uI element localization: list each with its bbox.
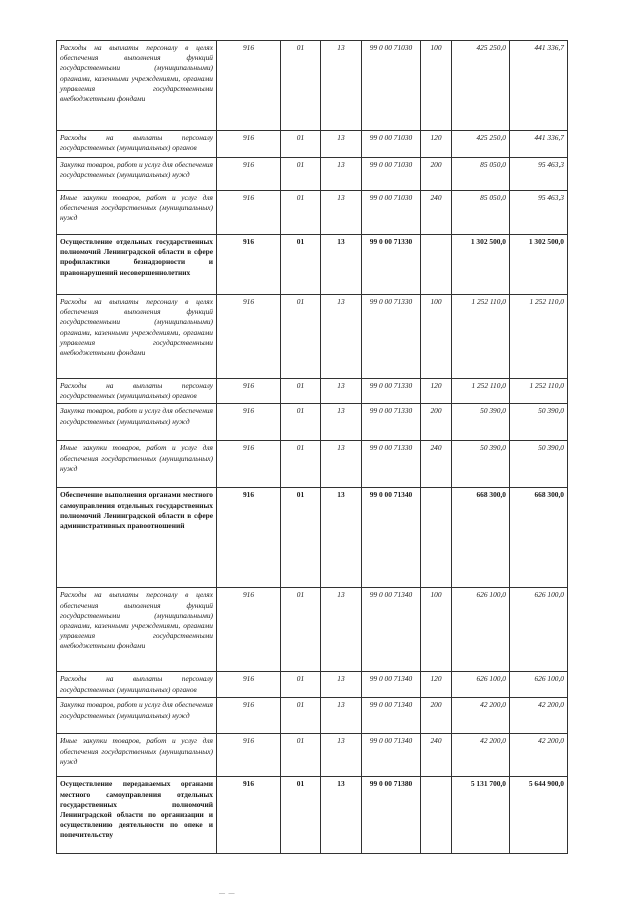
expense-type-cell: 100 — [421, 41, 452, 131]
amount-year1-cell: 42 200,0 — [452, 734, 510, 777]
target-article-cell: 99 0 00 71330 — [362, 379, 421, 404]
ved-code-cell: 916 — [217, 191, 281, 235]
subsection-code-cell: 13 — [321, 441, 362, 488]
target-article-cell: 99 0 00 71380 — [362, 777, 421, 854]
amount-year2-cell: 441 336,7 — [510, 131, 568, 158]
description-cell: Расходы на выплаты персоналу государственных (муниципальных) органов — [57, 131, 217, 158]
expense-type-cell: 120 — [421, 131, 452, 158]
amount-year1-cell: 5 131 700,0 — [452, 777, 510, 854]
subsection-code-cell: 13 — [321, 191, 362, 235]
expense-type-cell — [421, 235, 452, 295]
description-cell: Расходы на выплаты персоналу в целях обеспечения выполнения функций государственными (муниципальными) органами, казенными учреждениями, органами управления государственными внебюджетными фондами — [57, 41, 217, 131]
ved-code-cell: 916 — [217, 672, 281, 698]
description-cell: Расходы на выплаты персоналу в целях обеспечения выполнения функций государственными (муниципальными) органами, казенными учреждениями, органами управления государственными внебюджетными фондами — [57, 588, 217, 672]
subsection-code-cell: 13 — [321, 777, 362, 854]
section-code-cell: 01 — [281, 131, 321, 158]
ved-code-cell: 916 — [217, 777, 281, 854]
table-row — [57, 295, 568, 379]
amount-year1-cell: 42 200,0 — [452, 698, 510, 734]
expense-type-cell: 240 — [421, 734, 452, 777]
amount-year2-cell: 626 100,0 — [510, 672, 568, 698]
description-cell: Осуществление передаваемых органами местного самоуправления отдельных государственных полномочий Ленинградской области по организации и осуществлению деятельности по опеке и попечительству — [57, 777, 217, 854]
section-code-cell: 01 — [281, 588, 321, 672]
amount-year2-cell: 95 463,3 — [510, 191, 568, 235]
amount-year2-cell: 626 100,0 — [510, 588, 568, 672]
expense-type-cell: 240 — [421, 191, 452, 235]
amount-year2-cell: 42 200,0 — [510, 698, 568, 734]
amount-year1-cell: 1 252 110,0 — [452, 295, 510, 379]
ved-code-cell: 916 — [217, 235, 281, 295]
ved-code-cell: 916 — [217, 698, 281, 734]
section-code-cell: 01 — [281, 295, 321, 379]
ved-code-cell: 916 — [217, 734, 281, 777]
target-article-cell: 99 0 00 71030 — [362, 41, 421, 131]
amount-year2-cell: 668 300,0 — [510, 488, 568, 588]
amount-year2-cell: 5 644 900,0 — [510, 777, 568, 854]
page-footer-mark: — — — [219, 891, 236, 897]
expense-type-cell: 200 — [421, 158, 452, 191]
amount-year1-cell: 626 100,0 — [452, 672, 510, 698]
target-article-cell: 99 0 00 71340 — [362, 698, 421, 734]
expense-type-cell: 100 — [421, 588, 452, 672]
expense-type-cell — [421, 777, 452, 854]
description-cell: Расходы на выплаты персоналу в целях обеспечения выполнения функций государственными (муниципальными) органами, казенными учреждениями, органами управления государственными внебюджетными фондами — [57, 295, 217, 379]
amount-year2-cell: 50 390,0 — [510, 441, 568, 488]
subsection-code-cell: 13 — [321, 734, 362, 777]
ved-code-cell: 916 — [217, 441, 281, 488]
table-row — [57, 734, 568, 777]
target-article-cell: 99 0 00 71340 — [362, 488, 421, 588]
section-code-cell: 01 — [281, 158, 321, 191]
budget-table — [56, 40, 568, 854]
table-row — [57, 235, 568, 295]
table-row — [57, 441, 568, 488]
amount-year2-cell: 441 336,7 — [510, 41, 568, 131]
target-article-cell: 99 0 00 71330 — [362, 235, 421, 295]
target-article-cell: 99 0 00 71340 — [362, 734, 421, 777]
section-code-cell: 01 — [281, 41, 321, 131]
table-row — [57, 488, 568, 588]
section-code-cell: 01 — [281, 777, 321, 854]
table-row — [57, 698, 568, 734]
target-article-cell: 99 0 00 71330 — [362, 441, 421, 488]
ved-code-cell: 916 — [217, 404, 281, 441]
table-row — [57, 404, 568, 441]
section-code-cell: 01 — [281, 441, 321, 488]
section-code-cell: 01 — [281, 191, 321, 235]
ved-code-cell: 916 — [217, 158, 281, 191]
expense-type-cell: 200 — [421, 698, 452, 734]
section-code-cell: 01 — [281, 235, 321, 295]
subsection-code-cell: 13 — [321, 404, 362, 441]
target-article-cell: 99 0 00 71340 — [362, 672, 421, 698]
section-code-cell: 01 — [281, 698, 321, 734]
description-cell: Иные закупки товаров, работ и услуг для обеспечения государственных (муниципальных) нужд — [57, 191, 217, 235]
section-code-cell: 01 — [281, 672, 321, 698]
description-cell: Расходы на выплаты персоналу государственных (муниципальных) органов — [57, 379, 217, 404]
amount-year1-cell: 425 250,0 — [452, 41, 510, 131]
target-article-cell: 99 0 00 71030 — [362, 191, 421, 235]
description-cell: Иные закупки товаров, работ и услуг для обеспечения государственных (муниципальных) нужд — [57, 734, 217, 777]
table-row — [57, 131, 568, 158]
description-cell: Иные закупки товаров, работ и услуг для обеспечения государственных (муниципальных) нужд — [57, 441, 217, 488]
target-article-cell: 99 0 00 71030 — [362, 158, 421, 191]
amount-year1-cell: 50 390,0 — [452, 404, 510, 441]
description-cell: Осуществление отдельных государственных полномочий Ленинградской области в сфере профилактики безнадзорности и правонарушений несовершеннолетних — [57, 235, 217, 295]
description-cell: Обеспечение выполнения органами местного самоуправления отдельных государственных полномочий Ленинградской области в сфере административных правоотношений — [57, 488, 217, 588]
target-article-cell: 99 0 00 71330 — [362, 404, 421, 441]
description-cell: Закупка товаров, работ и услуг для обеспечения государственных (муниципальных) нужд — [57, 404, 217, 441]
subsection-code-cell: 13 — [321, 698, 362, 734]
ved-code-cell: 916 — [217, 41, 281, 131]
ved-code-cell: 916 — [217, 131, 281, 158]
table-row — [57, 379, 568, 404]
subsection-code-cell: 13 — [321, 588, 362, 672]
ved-code-cell: 916 — [217, 379, 281, 404]
ved-code-cell: 916 — [217, 295, 281, 379]
subsection-code-cell: 13 — [321, 672, 362, 698]
subsection-code-cell: 13 — [321, 131, 362, 158]
expense-type-cell — [421, 488, 452, 588]
table-row — [57, 41, 568, 131]
amount-year1-cell: 85 050,0 — [452, 191, 510, 235]
table-row — [57, 588, 568, 672]
amount-year1-cell: 668 300,0 — [452, 488, 510, 588]
subsection-code-cell: 13 — [321, 41, 362, 131]
amount-year1-cell: 626 100,0 — [452, 588, 510, 672]
target-article-cell: 99 0 00 71330 — [362, 295, 421, 379]
subsection-code-cell: 13 — [321, 379, 362, 404]
subsection-code-cell: 13 — [321, 235, 362, 295]
subsection-code-cell: 13 — [321, 158, 362, 191]
table-row — [57, 672, 568, 698]
section-code-cell: 01 — [281, 404, 321, 441]
section-code-cell: 01 — [281, 734, 321, 777]
subsection-code-cell: 13 — [321, 295, 362, 379]
amount-year2-cell: 42 200,0 — [510, 734, 568, 777]
section-code-cell: 01 — [281, 488, 321, 588]
table-row — [57, 777, 568, 854]
description-cell: Закупка товаров, работ и услуг для обеспечения государственных (муниципальных) нужд — [57, 698, 217, 734]
table-row — [57, 158, 568, 191]
amount-year1-cell: 50 390,0 — [452, 441, 510, 488]
amount-year1-cell: 1 302 500,0 — [452, 235, 510, 295]
amount-year2-cell: 50 390,0 — [510, 404, 568, 441]
target-article-cell: 99 0 00 71030 — [362, 131, 421, 158]
subsection-code-cell: 13 — [321, 488, 362, 588]
expense-type-cell: 200 — [421, 404, 452, 441]
amount-year2-cell: 1 302 500,0 — [510, 235, 568, 295]
amount-year1-cell: 1 252 110,0 — [452, 379, 510, 404]
expense-type-cell: 240 — [421, 441, 452, 488]
expense-type-cell: 120 — [421, 379, 452, 404]
amount-year2-cell: 95 463,3 — [510, 158, 568, 191]
section-code-cell: 01 — [281, 379, 321, 404]
ved-code-cell: 916 — [217, 588, 281, 672]
description-cell: Закупка товаров, работ и услуг для обеспечения государственных (муниципальных) нужд — [57, 158, 217, 191]
table-row — [57, 191, 568, 235]
ved-code-cell: 916 — [217, 488, 281, 588]
expense-type-cell: 100 — [421, 295, 452, 379]
description-cell: Расходы на выплаты персоналу государственных (муниципальных) органов — [57, 672, 217, 698]
amount-year1-cell: 425 250,0 — [452, 131, 510, 158]
expense-type-cell: 120 — [421, 672, 452, 698]
target-article-cell: 99 0 00 71340 — [362, 588, 421, 672]
amount-year2-cell: 1 252 110,0 — [510, 379, 568, 404]
amount-year1-cell: 85 050,0 — [452, 158, 510, 191]
amount-year2-cell: 1 252 110,0 — [510, 295, 568, 379]
table-body — [57, 41, 568, 854]
